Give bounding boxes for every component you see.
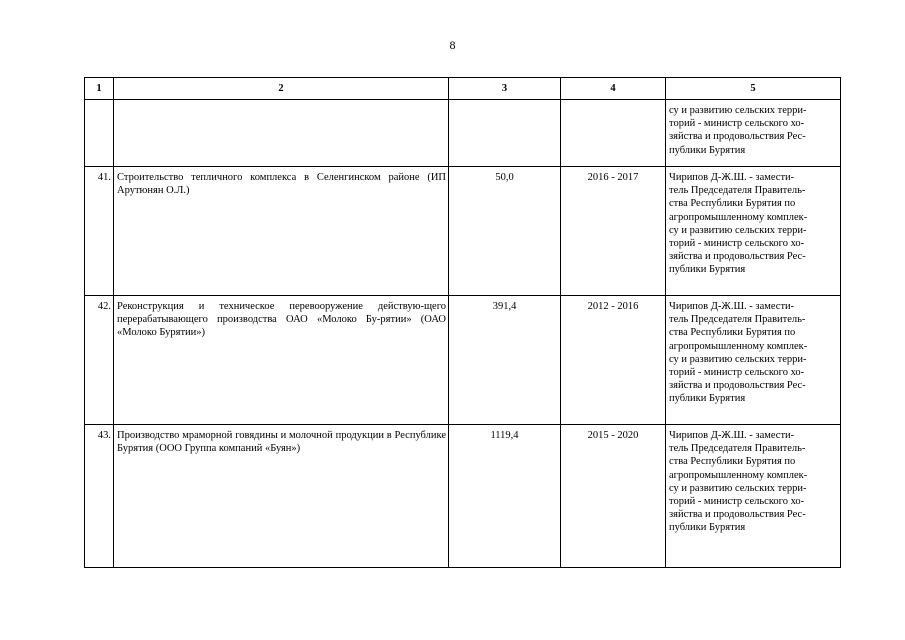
responsible-line: агропромышленному комплек- xyxy=(669,340,808,352)
row-number: 43. xyxy=(85,425,114,568)
row-responsible xyxy=(666,100,841,167)
table-row xyxy=(85,167,841,296)
row-description: Производство мраморной говядины и молочной продукции в Республике Бурятия (ООО Группа компаний «Буян») xyxy=(114,425,449,568)
responsible-line: тель Председателя Правитель- xyxy=(669,443,806,455)
responsible-line: тель Председателя Правитель- xyxy=(669,314,806,326)
header-col-1: 1 xyxy=(85,78,114,100)
row-period: 2012 - 2016 xyxy=(561,296,666,425)
responsible-line: су и развитию сельских терри- xyxy=(669,224,807,236)
row-period: 2015 - 2020 xyxy=(561,425,666,568)
responsible-line: публики Бурятия xyxy=(669,522,746,534)
header-col-2: 2 xyxy=(114,78,449,100)
responsible-line: Чирипов Д-Ж.Ш. - замести- xyxy=(669,301,795,312)
responsible-line: тель Председателя Правитель- xyxy=(669,185,806,197)
responsible-line: су и развитию сельских терри- xyxy=(669,105,807,116)
table-row xyxy=(85,296,841,425)
row-number: 41. xyxy=(85,167,114,296)
responsible-line: Чирипов Д-Ж.Ш. - замести- xyxy=(669,172,795,183)
header-row xyxy=(85,78,841,100)
responsible-line: су и развитию сельских терри- xyxy=(669,353,807,365)
row-period: 2016 - 2017 xyxy=(561,167,666,296)
responsible-line: торий - министр сельского хо- xyxy=(669,238,805,250)
row-number: 42. xyxy=(85,296,114,425)
responsible-line: ства Республики Бурятия по xyxy=(669,327,796,339)
responsible-line: зяйства и продовольствия Рес- xyxy=(669,380,806,392)
header-col-5: 5 xyxy=(666,78,841,100)
responsible-line: зяйства и продовольствия Рес- xyxy=(669,251,806,263)
responsible-line: публики Бурятия xyxy=(669,393,746,405)
row-description: Реконструкция и техническое перевооружение действую-щего перерабатывающего производства ОАО «Молоко Бу-рятии» (ОАО «Молоко Бурятии») xyxy=(114,296,449,425)
responsible-line: торий - министр сельского хо- xyxy=(669,496,805,508)
page-number: 8 xyxy=(449,38,456,52)
header-col-3: 3 xyxy=(449,78,561,100)
row-responsible xyxy=(666,167,841,296)
table-row xyxy=(85,100,841,167)
responsible-line: агропромышленному комплек- xyxy=(669,469,808,481)
responsible-line: ства Республики Бурятия по xyxy=(669,456,796,468)
responsible-line: торий - министр сельского хо- xyxy=(669,367,805,379)
responsible-line: зяйства и продовольствия Рес- xyxy=(669,131,806,143)
responsible-line: публики Бурятия xyxy=(669,264,746,276)
responsible-line: Чирипов Д-Ж.Ш. - замести- xyxy=(669,430,795,441)
row-description xyxy=(114,100,449,167)
row-number xyxy=(85,100,114,167)
row-description: Строительство тепличного комплекса в Селенгинском районе (ИП Арутюнян О.Л.) xyxy=(114,167,449,296)
responsible-line: су и развитию сельских терри- xyxy=(669,482,807,494)
row-value: 391,4 xyxy=(449,296,561,425)
table-row xyxy=(85,425,841,568)
responsible-line: ства Республики Бурятия по xyxy=(669,198,796,210)
row-period xyxy=(561,100,666,167)
header-col-4: 4 xyxy=(561,78,666,100)
responsible-line: торий - министр сельского хо- xyxy=(669,118,805,130)
responsible-line: публики Бурятия xyxy=(669,144,746,156)
program-table xyxy=(84,77,841,568)
row-value xyxy=(449,100,561,167)
responsible-line: агропромышленному комплек- xyxy=(669,211,808,223)
row-value: 50,0 xyxy=(449,167,561,296)
row-responsible xyxy=(666,425,841,568)
responsible-line: зяйства и продовольствия Рес- xyxy=(669,509,806,521)
row-value: 1119,4 xyxy=(449,425,561,568)
row-responsible xyxy=(666,296,841,425)
